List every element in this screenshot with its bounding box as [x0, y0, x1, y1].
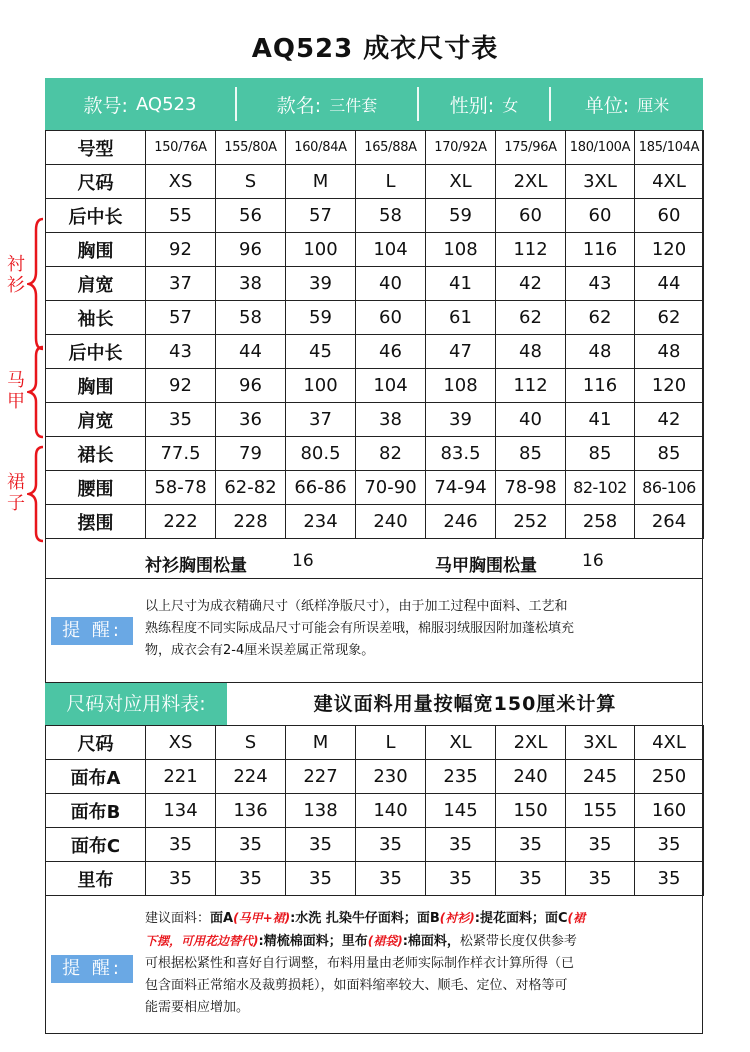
table-cell: 245 — [566, 760, 635, 794]
style-no: 款号: AQ523 — [83, 93, 197, 117]
table-cell: 108 — [426, 369, 496, 403]
group-bracket-shirt: 衬衫 — [0, 216, 45, 352]
ease-row — [45, 546, 703, 579]
table-cell: 44 — [216, 335, 286, 369]
table-cell: 60 — [566, 199, 635, 233]
table-cell: 58-78 — [146, 471, 216, 505]
table-cell: 85 — [496, 437, 566, 471]
table-cell: 116 — [566, 369, 635, 403]
table-cell: 104 — [356, 233, 426, 267]
table-cell: 62-82 — [216, 471, 286, 505]
table-cell: 2XL — [496, 726, 566, 760]
table-cell: 145 — [426, 794, 496, 828]
table-row — [46, 828, 704, 862]
table-cell: 4XL — [635, 726, 704, 760]
table-cell: 61 — [426, 301, 496, 335]
remind-badge: 提 醒: — [51, 617, 133, 645]
table-cell: 175/96A — [496, 131, 566, 165]
table-row — [46, 794, 704, 828]
table-cell: 44 — [635, 267, 704, 301]
usage-tag: 尺码对应用料表: — [45, 683, 227, 725]
table-cell: 37 — [146, 267, 216, 301]
brace-icon — [27, 344, 45, 440]
table-cell: 96 — [216, 369, 286, 403]
table-cell: 180/100A — [566, 131, 635, 165]
table-cell: 35 — [496, 862, 566, 896]
table-cell: 108 — [426, 233, 496, 267]
table-cell: 96 — [216, 233, 286, 267]
table-cell: XS — [146, 726, 216, 760]
note-text-2: 建议面料：面A(马甲+裙):水洗 扎染牛仔面料；面B(衬衫):提花面料；面C(裙 下摆，可用花边替代):精梳棉面料；里布(裙袋):棉面料，松紧带长度仅供参考 可根据松紧性和喜好自行调整，布料用量由老师实际制作样衣计算所得（已 包含面料正常缩水及裁剪损耗），如面料缩率较大、顺毛、定位、对格等可 能需要相应增加。 — [145, 911, 585, 1015]
table-cell: 70-90 — [356, 471, 426, 505]
table-cell: 104 — [356, 369, 426, 403]
table-cell: 42 — [496, 267, 566, 301]
table-cell: 35 — [566, 862, 635, 896]
table-cell: 2XL — [496, 165, 566, 199]
table-cell: 41 — [566, 403, 635, 437]
table-cell: 221 — [146, 760, 216, 794]
shirt-ease-label: 衬衫胸围松量 — [145, 556, 247, 576]
table-cell: 165/88A — [356, 131, 426, 165]
row-label: 后中长 — [46, 335, 146, 369]
table-cell: 80.5 — [286, 437, 356, 471]
table-row — [46, 335, 704, 369]
table-cell: 155 — [566, 794, 635, 828]
page-title: AQ523 成衣尺寸表 — [251, 34, 499, 64]
table-cell: 38 — [356, 403, 426, 437]
table-cell: 37 — [286, 403, 356, 437]
row-label: 尺码 — [46, 726, 146, 760]
table-cell: 116 — [566, 233, 635, 267]
row-label: 胸围 — [46, 233, 146, 267]
table-cell: 59 — [286, 301, 356, 335]
table-cell: 228 — [216, 505, 286, 539]
table-cell: 45 — [286, 335, 356, 369]
table-cell: L — [356, 165, 426, 199]
table-cell: 55 — [146, 199, 216, 233]
table-cell: 230 — [356, 760, 426, 794]
table-cell: 35 — [146, 828, 216, 862]
table-cell: 79 — [216, 437, 286, 471]
table-cell: 234 — [286, 505, 356, 539]
table-cell: 86-106 — [635, 471, 704, 505]
table-cell: 35 — [216, 828, 286, 862]
table-row — [46, 267, 704, 301]
gender: 性别: 女 — [449, 94, 519, 117]
row-label: 袖长 — [46, 301, 146, 335]
table-cell: 43 — [566, 267, 635, 301]
row-label: 裙长 — [46, 437, 146, 471]
table-row — [46, 403, 704, 437]
row-label: 肩宽 — [46, 267, 146, 301]
table-cell: 85 — [635, 437, 704, 471]
table-cell: 85 — [566, 437, 635, 471]
table-cell: 39 — [426, 403, 496, 437]
row-label: 摆围 — [46, 505, 146, 539]
table-cell: 140 — [356, 794, 426, 828]
table-cell: 250 — [635, 760, 704, 794]
table-cell: M — [286, 165, 356, 199]
table-cell: 35 — [356, 828, 426, 862]
table-cell: 40 — [496, 403, 566, 437]
group-bracket-skirt: 裙子 — [0, 444, 45, 544]
usage-basis: 建议面料用量按幅宽150厘米计算 — [313, 693, 617, 715]
table-cell: 160 — [635, 794, 704, 828]
header-divider — [235, 87, 237, 121]
size-table — [45, 130, 704, 539]
row-label: 肩宽 — [46, 403, 146, 437]
table-cell: S — [216, 726, 286, 760]
table-cell: 35 — [216, 862, 286, 896]
table-cell: 83.5 — [426, 437, 496, 471]
header-divider — [417, 87, 419, 121]
table-cell: 252 — [496, 505, 566, 539]
table-cell: 66-86 — [286, 471, 356, 505]
table-cell: 42 — [635, 403, 704, 437]
table-cell: 35 — [286, 862, 356, 896]
row-label: 面布B — [46, 794, 146, 828]
table-cell: 258 — [566, 505, 635, 539]
table-cell: 57 — [146, 301, 216, 335]
table-cell: 38 — [216, 267, 286, 301]
table-cell: 35 — [426, 862, 496, 896]
table-cell: 134 — [146, 794, 216, 828]
table-cell: 35 — [635, 828, 704, 862]
table-cell: 48 — [496, 335, 566, 369]
unit: 单位: 厘米 — [584, 94, 670, 117]
table-cell: 35 — [146, 403, 216, 437]
table-cell: 100 — [286, 233, 356, 267]
table-cell: 246 — [426, 505, 496, 539]
table-cell: 39 — [286, 267, 356, 301]
table-cell: 150/76A — [146, 131, 216, 165]
vest-ease-label: 马甲胸围松量 — [435, 556, 537, 576]
vest-ease-value: 16 — [582, 551, 604, 571]
table-cell: 60 — [635, 199, 704, 233]
note-box-1 — [45, 578, 703, 683]
table-cell: 35 — [146, 862, 216, 896]
table-cell: 150 — [496, 794, 566, 828]
row-label: 面布C — [46, 828, 146, 862]
table-cell: 36 — [216, 403, 286, 437]
table-cell: 222 — [146, 505, 216, 539]
note-text-1: 以上尺寸为成衣精确尺寸（纸样净版尺寸），由于加工过程中面料、工艺和 熟练程度不同实际成品尺寸可能会有所误差哦，棉服羽绒服因附加蓬松填充 物，成衣会有2-4厘米误差属正常现象。 — [145, 599, 575, 658]
remind-badge: 提 醒: — [51, 955, 133, 983]
table-cell: M — [286, 726, 356, 760]
table-cell: 60 — [496, 199, 566, 233]
table-cell: 82-102 — [566, 471, 635, 505]
table-cell: 56 — [216, 199, 286, 233]
row-label: 尺码 — [46, 165, 146, 199]
table-cell: 35 — [566, 828, 635, 862]
style-name: 款名: 三件套 — [276, 94, 378, 117]
table-cell: 74-94 — [426, 471, 496, 505]
table-row — [46, 862, 704, 896]
table-cell: 240 — [496, 760, 566, 794]
header-divider — [549, 87, 551, 121]
table-row — [46, 369, 704, 403]
table-cell: 4XL — [635, 165, 704, 199]
table-row — [46, 505, 704, 539]
table-cell: 82 — [356, 437, 426, 471]
table-cell: 3XL — [566, 165, 635, 199]
table-row — [46, 471, 704, 505]
table-cell: 170/92A — [426, 131, 496, 165]
table-cell: 160/84A — [286, 131, 356, 165]
table-cell: 264 — [635, 505, 704, 539]
table-cell: 120 — [635, 233, 704, 267]
table-cell: 92 — [146, 369, 216, 403]
group-bracket-vest: 马甲 — [0, 344, 45, 440]
table-row — [46, 233, 704, 267]
row-label: 号型 — [46, 131, 146, 165]
table-cell: 48 — [566, 335, 635, 369]
table-cell: 35 — [356, 862, 426, 896]
table-cell: XL — [426, 726, 496, 760]
table-cell: 155/80A — [216, 131, 286, 165]
row-label: 面布A — [46, 760, 146, 794]
table-cell: 78-98 — [496, 471, 566, 505]
row-label: 胸围 — [46, 369, 146, 403]
table-cell: 41 — [426, 267, 496, 301]
table-cell: 35 — [426, 828, 496, 862]
table-cell: 43 — [146, 335, 216, 369]
table-cell: 35 — [286, 828, 356, 862]
row-label: 里布 — [46, 862, 146, 896]
table-cell: 47 — [426, 335, 496, 369]
table-cell: 185/104A — [635, 131, 704, 165]
spec-header — [45, 78, 703, 130]
table-cell: 240 — [356, 505, 426, 539]
table-cell: 235 — [426, 760, 496, 794]
table-cell: 92 — [146, 233, 216, 267]
table-cell: 112 — [496, 233, 566, 267]
row-label: 腰围 — [46, 471, 146, 505]
table-row — [46, 726, 704, 760]
table-cell: 62 — [566, 301, 635, 335]
usage-table — [45, 725, 704, 896]
brace-icon — [27, 444, 45, 544]
usage-header — [45, 683, 703, 725]
table-cell: 136 — [216, 794, 286, 828]
shirt-ease-value: 16 — [292, 551, 314, 571]
table-cell: 62 — [496, 301, 566, 335]
table-cell: 227 — [286, 760, 356, 794]
table-cell: 40 — [356, 267, 426, 301]
table-cell: 224 — [216, 760, 286, 794]
table-cell: 62 — [635, 301, 704, 335]
table-cell: XL — [426, 165, 496, 199]
table-row — [46, 199, 704, 233]
table-cell: XS — [146, 165, 216, 199]
table-cell: S — [216, 165, 286, 199]
table-row — [46, 301, 704, 335]
table-cell: 120 — [635, 369, 704, 403]
table-cell: 100 — [286, 369, 356, 403]
table-cell: 58 — [216, 301, 286, 335]
table-cell: 58 — [356, 199, 426, 233]
table-cell: 60 — [356, 301, 426, 335]
table-cell: L — [356, 726, 426, 760]
table-cell: 77.5 — [146, 437, 216, 471]
table-row — [46, 165, 704, 199]
table-row — [46, 760, 704, 794]
brace-icon — [27, 216, 45, 352]
table-row — [46, 131, 704, 165]
table-cell: 35 — [635, 862, 704, 896]
note-box-2 — [45, 895, 703, 1034]
table-cell: 59 — [426, 199, 496, 233]
row-label: 后中长 — [46, 199, 146, 233]
table-cell: 57 — [286, 199, 356, 233]
table-cell: 3XL — [566, 726, 635, 760]
table-cell: 138 — [286, 794, 356, 828]
table-cell: 112 — [496, 369, 566, 403]
table-cell: 46 — [356, 335, 426, 369]
table-cell: 35 — [496, 828, 566, 862]
table-cell: 48 — [635, 335, 704, 369]
table-row — [46, 437, 704, 471]
